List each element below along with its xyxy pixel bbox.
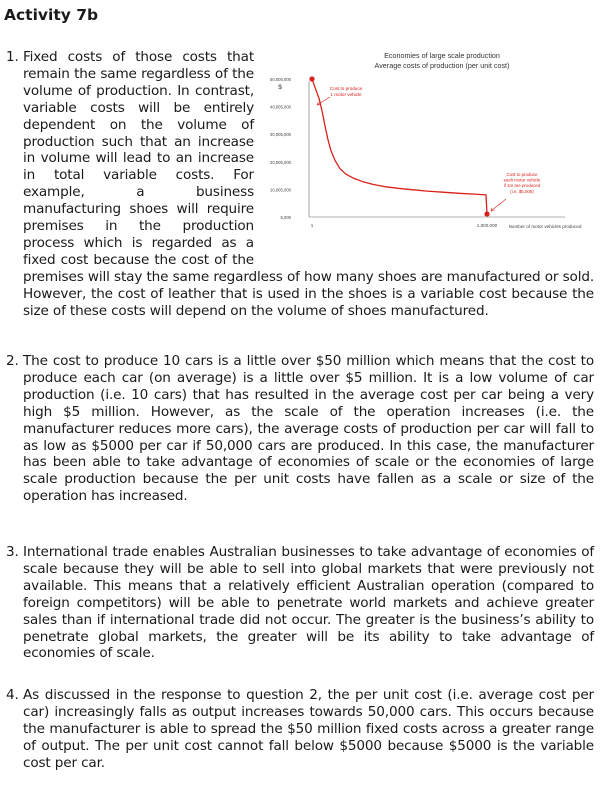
answer-number: 3.: [6, 544, 19, 560]
answer-text: The cost to produce 10 cars is a little over $50 million which means that the cost to produce each car (on average) is a little over $5 million. It is a low volume of car production (i.e. 10 cars) that has resulted in the average cost per car being a very high $5 million. However, as the scale of the operation increases (i.e. the manufacturer reduces more cars), the average costs of production per car will fall to as low as $5000 per car if 50,000 cars are produced. In this case, the manufacturer has been able to take advantage of economies of scale or the economies of large scale production because the per unit costs have fallen as a scale or size of the operation has increased.: [23, 353, 594, 505]
chart-float-spacer: [254, 49, 594, 261]
answer-number: 2.: [6, 353, 19, 369]
answer-number: 1.: [6, 49, 19, 65]
annotation-label: Cost to produce: [506, 172, 538, 177]
y-tick-label: 20,005,000: [270, 159, 291, 165]
chart-title: Economies of large scale production: [384, 51, 500, 60]
annotation-label: (i.e. $5,005): [510, 188, 534, 194]
annotation-label: if 1m are produced: [503, 183, 541, 189]
answer-2: [6, 353, 594, 505]
y-tick-label: 30,005,000: [270, 132, 291, 138]
y-tick-label: 50,005,000: [270, 77, 291, 82]
answer-4: [6, 687, 594, 772]
chart-subtitle: Average costs of production (per unit cost): [374, 61, 510, 70]
y-tick-label: 10,005,000: [270, 187, 291, 193]
x-axis-label: Number of motor vehicles produced: [508, 224, 582, 229]
answer-text: International trade enables Australian businesses to take advantage of economies of scale because they will be able to sell into global markets that were previously not available. This means that a relatively efficient Australian operation (compared to foreign competitors) will be able to penetrate world markets and achieve greater sales than if international trade did not occur. The greater is the business’s ability to penetrate global markets, the greater will be its ability to take advantage of economies of scale.: [23, 544, 594, 662]
y-axis-label: $: [278, 84, 282, 91]
answer-number: 4.: [6, 687, 19, 703]
y-tick-label: 40,005,000: [270, 104, 291, 110]
annotation-label: each motor vehicle: [503, 177, 541, 183]
x-tick-label: 1,000,000: [476, 223, 498, 228]
answer-1: [6, 49, 594, 320]
answer-3: [6, 544, 594, 662]
annotation-label: Cost to produce: [329, 86, 363, 91]
answer-text: As discussed in the response to question 2, the per unit cost (i.e. average cost per car) increasingly falls as output increases towards 50,000 cars. This occurs because the manufacturer is able to spread the $50 million fixed costs across a greater range of output. The per unit cost cannot fall below $5000 because $5000 is the variable cost per car.: [23, 687, 594, 771]
x-tick-label: 1: [310, 223, 314, 228]
answer-text: Fixed costs of those costs that remain the same regardless of the volume of production. In contrast, variable costs will be entirely dependent on the volume of production such that an increase in volume will lead to an increase in total variable costs. For example, a business manufacturing shoes will require premises in the production process which is regarded as a fixed cost because the cost of the premises will stay the same regardless of how many shoes are manufactured or sold. However, the cost of leather that is used in the shoes is a variable cost because the size of these costs will depend on the volume of shoes manufactured.: [23, 49, 594, 319]
activity-title: Activity 7b: [4, 6, 99, 24]
y-tick-label: 5,000: [280, 215, 291, 220]
annotation-label: 1 motor vehicle: [330, 92, 362, 97]
